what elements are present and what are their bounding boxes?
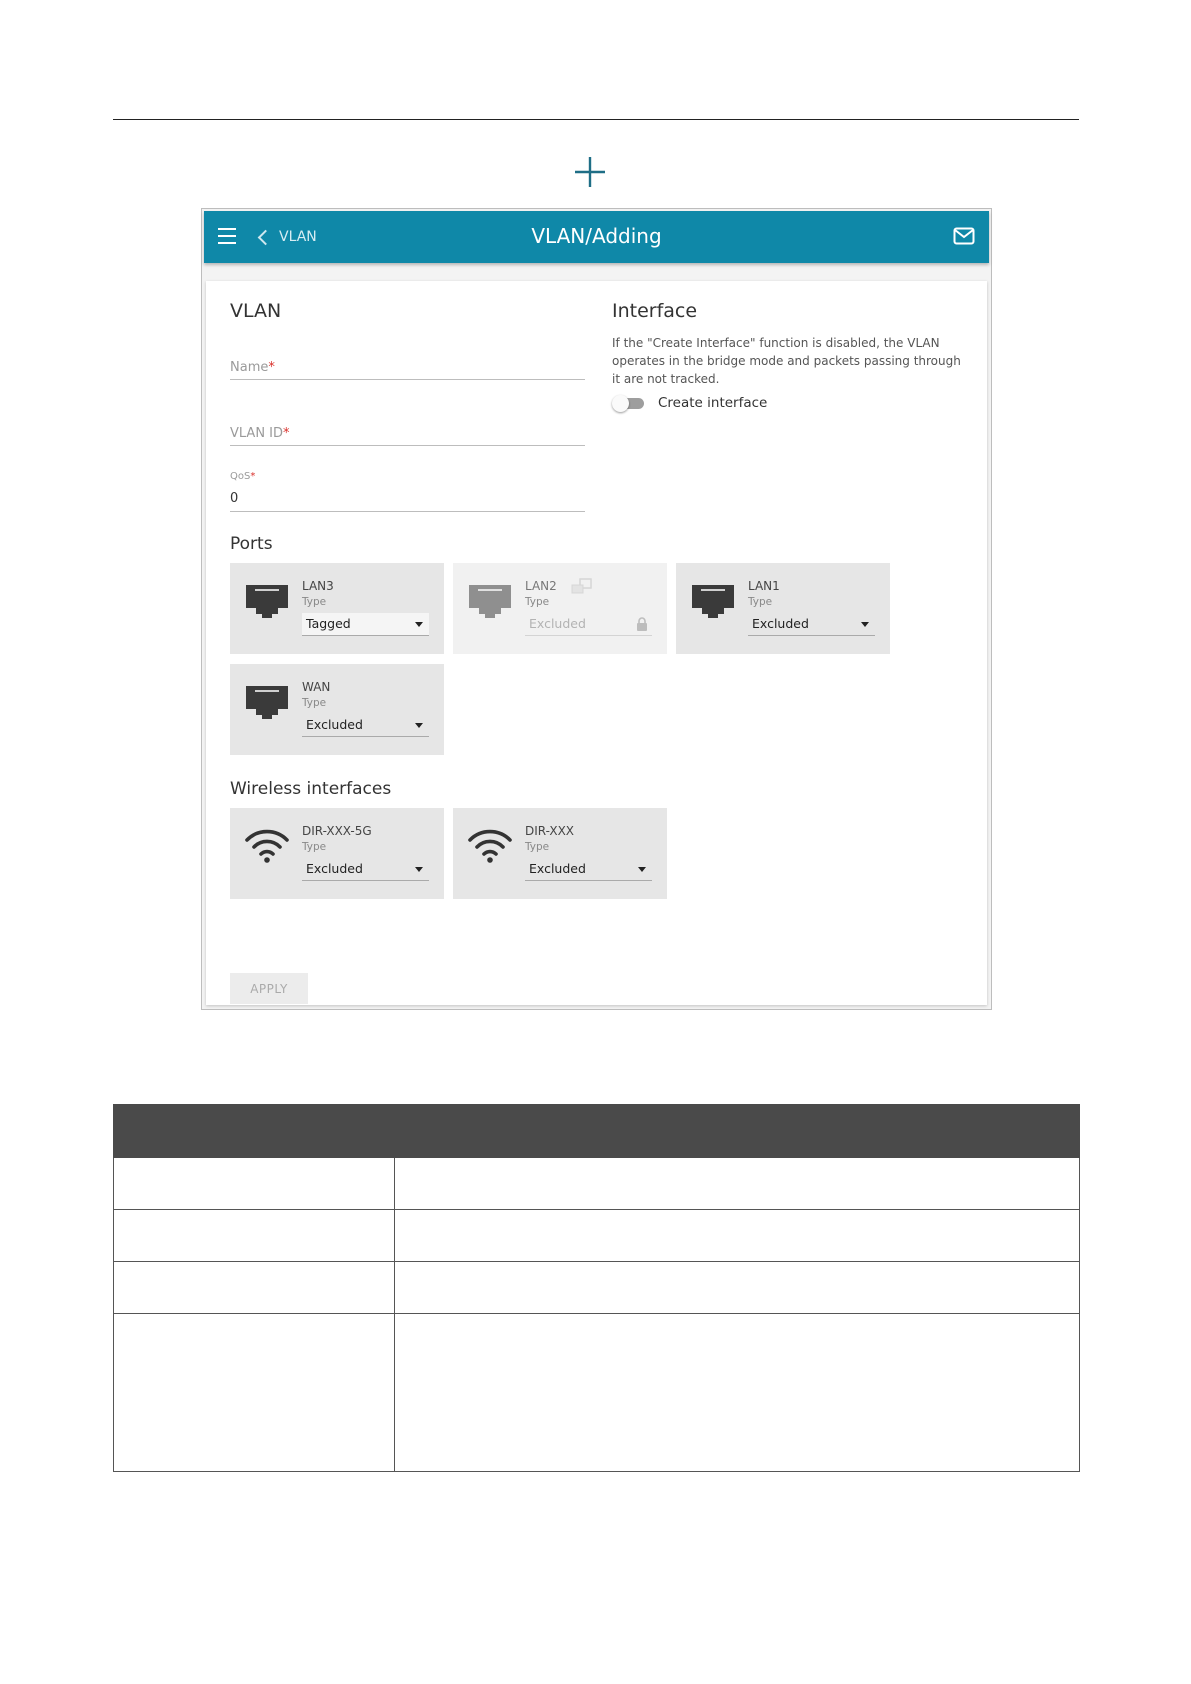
ethernet-port-icon	[467, 581, 513, 621]
port-name: LAN3	[302, 579, 334, 593]
ethernet-port-icon	[244, 682, 290, 722]
port-type-select[interactable]	[748, 613, 875, 636]
port-type-value: Excluded	[529, 616, 586, 631]
qos-value: 0	[230, 491, 239, 506]
port-type-label: Type	[302, 697, 327, 709]
port-type-label: Type	[748, 596, 773, 608]
content-card	[206, 281, 987, 1005]
wireless-type-value: Excluded	[306, 861, 363, 876]
table-cell	[395, 1314, 1080, 1472]
page-title: VLAN/Adding	[531, 224, 662, 248]
table-cell	[114, 1262, 395, 1314]
table-row	[114, 1262, 1080, 1314]
vlan-id-placeholder: VLAN ID*	[230, 426, 290, 441]
name-placeholder: Name*	[230, 360, 275, 375]
page-header-rule	[113, 119, 1079, 120]
table-cell	[114, 1158, 395, 1210]
linked-port-icon	[571, 578, 593, 594]
dropdown-arrow-icon	[415, 622, 423, 627]
port-name: WAN	[302, 680, 331, 694]
interface-section-title: Interface	[612, 300, 698, 322]
qos-field[interactable]	[230, 471, 585, 512]
table-row	[114, 1314, 1080, 1472]
wireless-section-title: Wireless interfaces	[230, 779, 392, 799]
wireless-type-label: Type	[525, 841, 550, 853]
parameter-table	[113, 1104, 1080, 1472]
create-interface-label: Create interface	[658, 395, 768, 411]
port-type-select[interactable]	[302, 714, 429, 737]
dropdown-arrow-icon	[415, 867, 423, 872]
table-cell	[395, 1262, 1080, 1314]
name-field[interactable]	[230, 353, 585, 380]
table-header-cell	[114, 1105, 1080, 1158]
ethernet-port-icon	[690, 581, 736, 621]
table-cell	[395, 1210, 1080, 1262]
port-name: LAN2	[525, 579, 557, 593]
wireless-type-value: Excluded	[529, 861, 586, 876]
wifi-icon	[244, 826, 290, 866]
dropdown-arrow-icon	[415, 723, 423, 728]
ethernet-port-icon	[244, 581, 290, 621]
port-tile-lan2	[453, 563, 667, 654]
table-cell	[395, 1158, 1080, 1210]
port-type-select-disabled	[525, 613, 652, 636]
table-cell	[114, 1314, 395, 1472]
port-type-label: Type	[302, 596, 327, 608]
vlan-adding-screenshot	[201, 208, 992, 1010]
dropdown-arrow-icon	[638, 867, 646, 872]
port-tile-lan1	[676, 563, 890, 654]
wireless-name: DIR-XXX-5G	[302, 824, 372, 838]
mail-icon[interactable]	[953, 227, 975, 245]
qos-label: QoS*	[230, 471, 256, 482]
wireless-type-select[interactable]	[525, 858, 652, 881]
wireless-name: DIR-XXX	[525, 824, 575, 838]
table-row	[114, 1158, 1080, 1210]
lock-icon	[636, 617, 648, 631]
port-type-label: Type	[525, 596, 550, 608]
back-link-label: VLAN	[279, 229, 317, 245]
table-cell	[114, 1210, 395, 1262]
top-bar	[204, 211, 989, 263]
dropdown-arrow-icon	[861, 622, 869, 627]
wireless-tile-24g	[453, 808, 667, 899]
vlan-id-field[interactable]	[230, 419, 585, 446]
table-header-row	[114, 1105, 1080, 1158]
create-interface-toggle[interactable]	[612, 395, 644, 411]
wireless-type-label: Type	[302, 841, 327, 853]
port-name: LAN1	[748, 579, 780, 593]
port-type-select[interactable]	[302, 613, 429, 636]
interface-description: If the "Create Interface" function is disabled, the VLAN operates in the bridge mode and packets passing through it are not tracked.	[612, 336, 961, 386]
vlan-section-title: VLAN	[230, 300, 282, 322]
apply-button[interactable]: APPLY	[230, 973, 308, 1004]
port-tile-lan3	[230, 563, 444, 654]
wireless-type-select[interactable]	[302, 858, 429, 881]
port-type-value: Excluded	[306, 717, 363, 732]
port-type-value: Tagged	[306, 616, 351, 631]
wireless-tile-5g	[230, 808, 444, 899]
wifi-icon	[467, 826, 513, 866]
port-tile-wan	[230, 664, 444, 755]
port-type-value: Excluded	[752, 616, 809, 631]
plus-icon	[573, 155, 607, 189]
table-row	[114, 1210, 1080, 1262]
ports-section-title: Ports	[230, 534, 273, 554]
